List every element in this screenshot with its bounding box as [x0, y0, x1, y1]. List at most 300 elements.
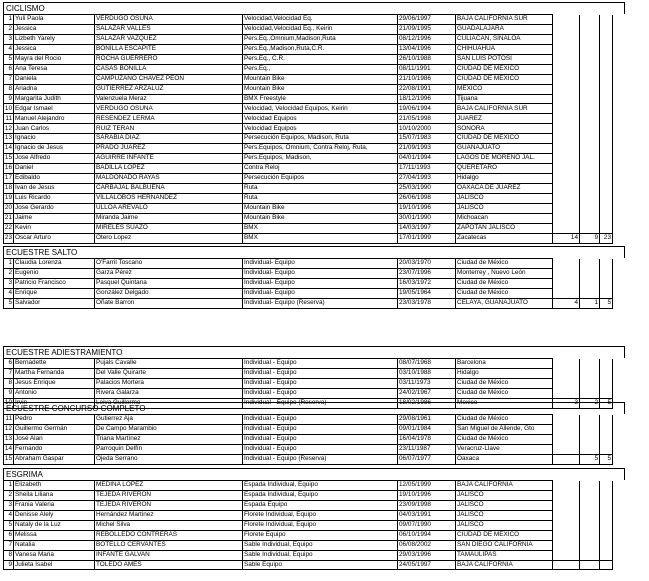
last-name: Hernández Martinez: [95, 510, 243, 520]
last-name: PRADO JUAREZ: [95, 144, 243, 154]
empty-cell: [580, 203, 600, 213]
events: Florete Individual, Equipo: [243, 520, 398, 530]
empty-cell: [553, 104, 580, 114]
last-name: TOLEDO AMES: [95, 560, 243, 570]
empty-cell: [600, 540, 613, 550]
empty-cell: [553, 154, 580, 164]
events: Individual- Equipo: [243, 268, 398, 278]
birthplace: LAGOS DE MORENO JAL.: [456, 154, 553, 164]
empty-cell: [553, 44, 580, 54]
birthplace: Tijuana: [456, 94, 553, 104]
events: Pers.Eq.,Omnium,Madison,Ruta: [243, 34, 398, 44]
birthplace: JALISCO: [456, 520, 553, 530]
roster-table: [3, 414, 626, 465]
last-name: Parroquin Delfín: [95, 444, 243, 454]
birth-date: 26/10/1988: [398, 54, 456, 64]
last-name: REBOLLEDO CONTRERAS: [95, 530, 243, 540]
empty-cell: [580, 268, 600, 278]
events: Pers.Equipos, Omnium, Contra Reloj, Ruta,: [243, 144, 398, 154]
events: Espada Individual, Equipo: [243, 481, 398, 491]
row-number: 6: [4, 64, 14, 74]
birthplace: Veracruz-Llave: [456, 444, 553, 454]
last-name: Miranda Jaime: [95, 213, 243, 223]
table-row: [4, 268, 626, 278]
empty-cell: [580, 359, 600, 369]
row-number: 8: [4, 378, 14, 388]
empty-cell: [553, 74, 580, 84]
birth-date: 27/04/1993: [398, 174, 456, 184]
table-row: [4, 278, 626, 288]
row-number: 2: [4, 268, 14, 278]
first-name: Daniel: [14, 164, 95, 174]
empty-cell: [600, 134, 613, 144]
empty-cell: [600, 144, 613, 154]
table-row: [4, 434, 626, 444]
row-number: 15: [4, 454, 14, 464]
empty-cell: [553, 288, 580, 298]
table-row: [4, 134, 626, 144]
events: Individual - Equipo: [243, 424, 398, 434]
last-name: RESENDEZ LERMA: [95, 114, 243, 124]
birthplace: CIUDAD DE MEXICO: [456, 74, 553, 84]
table-row: [4, 174, 626, 184]
birthplace: CHIHUAHUA: [456, 44, 553, 54]
events: Ruta: [243, 193, 398, 203]
last-name: CASAS BONILLA: [95, 64, 243, 74]
row-number: 14: [4, 144, 14, 154]
birth-date: 23/07/1996: [398, 268, 456, 278]
first-name: Abraham Gaspar: [14, 454, 95, 464]
events: Florete Individual, Equipo: [243, 510, 398, 520]
empty-cell: [553, 203, 580, 213]
events: Individual - Equipo: [243, 378, 398, 388]
empty-cell: [600, 74, 613, 84]
table-row: [4, 193, 626, 203]
birthplace: Mexico: [456, 398, 553, 408]
birth-date: 15/07/1983: [398, 134, 456, 144]
section-title: CICLISMO: [3, 2, 625, 14]
empty-cell: [600, 434, 613, 444]
last-name: Del Valle Quirarte: [95, 368, 243, 378]
last-name: Pujals Cavalle: [95, 359, 243, 369]
birthplace: BAJA CALIFORNIA: [456, 481, 553, 491]
events: Individual - Equipo: [243, 368, 398, 378]
empty-cell: [580, 183, 600, 193]
events: Mountain Bike: [243, 213, 398, 223]
birthplace: Hidalgo: [456, 368, 553, 378]
last-name: ULLOA AREVALO: [95, 203, 243, 213]
first-name: Fernando: [14, 444, 95, 454]
row-number: 1: [4, 259, 14, 269]
empty-cell: [600, 94, 613, 104]
empty-cell: [553, 415, 580, 425]
table-row: [4, 34, 626, 44]
birth-date: 23/11/1987: [398, 444, 456, 454]
first-name: Antonio: [14, 388, 95, 398]
empty-cell: [600, 368, 613, 378]
row-number: 8: [4, 84, 14, 94]
birth-date: 13/04/1996: [398, 44, 456, 54]
empty-cell: [600, 268, 613, 278]
empty-cell: [600, 183, 613, 193]
events: Persecución Equipos, Madison, Ruta: [243, 134, 398, 144]
empty-cell: [553, 213, 580, 223]
empty-cell: [553, 434, 580, 444]
section-title: ESGRIMA: [3, 468, 625, 480]
row-number: 7: [4, 368, 14, 378]
events: Individual - Equipo: [243, 359, 398, 369]
empty-cell: [553, 481, 580, 491]
events: Velocidad Equipos: [243, 114, 398, 124]
first-name: Ignacio de Jesus: [14, 144, 95, 154]
events: Mountain Bike: [243, 84, 398, 94]
section-title: ECUESTRE CONCURSO COMPLETO: [3, 402, 625, 414]
birthplace: BAJA CALIFORNIA: [456, 560, 553, 570]
birth-date: 06/07/1977: [398, 454, 456, 464]
first-name: Eugenio: [14, 268, 95, 278]
empty-cell: [553, 94, 580, 104]
table-row: [4, 233, 626, 243]
events: Individual - Equipo: [243, 415, 398, 425]
first-name: Denisse Alely: [14, 510, 95, 520]
empty-cell: [553, 359, 580, 369]
table-row: [4, 164, 626, 174]
empty-cell: [580, 278, 600, 288]
table-row: [4, 540, 626, 550]
empty-cell: [553, 124, 580, 134]
birth-date: 10/10/2000: [398, 124, 456, 134]
birthplace: MEXICO: [456, 84, 553, 94]
first-name: Ignacio: [14, 134, 95, 144]
birth-date: 19/10/1996: [398, 490, 456, 500]
table-row: [4, 74, 626, 84]
table-row: [4, 444, 626, 454]
empty-cell: [580, 259, 600, 269]
events: Individual - Equipo: [243, 434, 398, 444]
row-number: 12: [4, 124, 14, 134]
first-name: Natalia: [14, 540, 95, 550]
empty-cell: [600, 34, 613, 44]
row-number: 3: [4, 278, 14, 288]
birth-date: 16/03/1972: [398, 278, 456, 288]
row-number: 16: [4, 164, 14, 174]
first-name: Edgar Ismael: [14, 104, 95, 114]
empty-cell: [553, 268, 580, 278]
empty-cell: [600, 15, 613, 25]
empty-cell: [553, 490, 580, 500]
section-total: 23: [600, 233, 613, 243]
roster-table: [3, 258, 626, 309]
last-name: VERDUGO OSUNA: [95, 104, 243, 114]
empty-cell: [600, 164, 613, 174]
table-row: [4, 124, 626, 134]
birthplace: BAJA CALIFORNIA SUR: [456, 15, 553, 25]
empty-cell: [580, 520, 600, 530]
events: Velocidad,Velocidad Eq.: [243, 15, 398, 25]
events: Sable Individual, Equipo: [243, 550, 398, 560]
birth-date: 09/01/1984: [398, 424, 456, 434]
row-number: 10: [4, 398, 14, 408]
last-name: De Campo Marambio: [95, 424, 243, 434]
empty-cell: [580, 174, 600, 184]
empty-cell: [580, 530, 600, 540]
last-name: RUIZ TERAN: [95, 124, 243, 134]
table-row: [4, 560, 626, 570]
section-total: 5: [580, 454, 600, 464]
first-name: Daniela: [14, 74, 95, 84]
birth-date: 19/06/1994: [398, 104, 456, 114]
first-name: Manuel Alejandro: [14, 114, 95, 124]
empty-cell: [580, 94, 600, 104]
last-name: BADILLA LOPEZ: [95, 164, 243, 174]
events: BMX Freestyle: [243, 94, 398, 104]
events: Mountain Bike: [243, 74, 398, 84]
table-row: [4, 481, 626, 491]
section-esgrima: [3, 468, 625, 570]
empty-cell: [553, 540, 580, 550]
row-number: 8: [4, 550, 14, 560]
birth-date: 23/09/1998: [398, 500, 456, 510]
first-name: Ivan de Jesus: [14, 183, 95, 193]
empty-cell: [553, 550, 580, 560]
row-number: 3: [4, 34, 14, 44]
events: Individual - Equipo (Reserva): [243, 398, 398, 408]
birthplace: CIUDAD DE MEXICO: [456, 134, 553, 144]
table-row: [4, 213, 626, 223]
birth-date: 29/06/1997: [398, 15, 456, 25]
row-number: 4: [4, 510, 14, 520]
birthplace: Michoacan: [456, 213, 553, 223]
table-row: [4, 298, 626, 308]
empty-cell: [580, 34, 600, 44]
last-name: MEDINA LOPEZ: [95, 481, 243, 491]
last-name: Pasquel Quintana: [95, 278, 243, 288]
birthplace: Ciudad de México: [456, 415, 553, 425]
last-name: CAMPUZANO CHAVEZ PEON: [95, 74, 243, 84]
birthplace: Barcelona: [456, 359, 553, 369]
row-number: 12: [4, 424, 14, 434]
empty-cell: [600, 124, 613, 134]
last-name: SALAZAR VALLES: [95, 24, 243, 34]
birth-date: 20/03/1970: [398, 259, 456, 269]
birthplace: JUAREZ: [456, 114, 553, 124]
first-name: Ariadna: [14, 84, 95, 94]
birth-date: 03/10/1988: [398, 368, 456, 378]
row-number: 9: [4, 94, 14, 104]
first-name: Juan Carlos: [14, 124, 95, 134]
empty-cell: [553, 134, 580, 144]
section-ecuestre-adiestramiento: [3, 346, 625, 409]
empty-cell: [580, 114, 600, 124]
section-title: ECUESTRE SALTO: [3, 246, 625, 258]
first-name: Luis Ricardo: [14, 193, 95, 203]
empty-cell: [553, 223, 580, 233]
empty-cell: [580, 193, 600, 203]
birthplace: CIUDAD DE MEXICO: [456, 64, 553, 74]
events: Contra Reloj: [243, 164, 398, 174]
birth-date: 25/03/1990: [398, 183, 456, 193]
row-number: 22: [4, 223, 14, 233]
row-number: 13: [4, 434, 14, 444]
events: Sable Equipo: [243, 560, 398, 570]
birthplace: QUERETARO: [456, 164, 553, 174]
last-name: AGUIRRE INFANTE: [95, 154, 243, 164]
last-name: Michel Silva: [95, 520, 243, 530]
empty-cell: [553, 530, 580, 540]
events: Individual- Equipo: [243, 259, 398, 269]
empty-cell: [600, 500, 613, 510]
section-total: 2: [580, 398, 600, 408]
section-ecuestre-salto: [3, 246, 625, 309]
last-name: Ojeda Serrano: [95, 454, 243, 464]
section-title: ECUESTRE ADIESTRAMIENTO: [3, 346, 625, 358]
birthplace: Monterrey , Nuevo León: [456, 268, 553, 278]
birth-date: 24/05/1997: [398, 560, 456, 570]
birth-date: 17/11/1993: [398, 164, 456, 174]
birth-date: 09/07/1990: [398, 520, 456, 530]
first-name: Bernadette: [14, 359, 95, 369]
table-row: [4, 500, 626, 510]
last-name: ROCHA GUERRERO: [95, 54, 243, 64]
table-row: [4, 44, 626, 54]
empty-cell: [553, 15, 580, 25]
row-number: 7: [4, 74, 14, 84]
empty-cell: [553, 114, 580, 124]
last-name: Valenzuela Meraz: [95, 94, 243, 104]
birthplace: CELAYA, GUANAJUATO: [456, 298, 553, 308]
events: Espada Equipo: [243, 500, 398, 510]
birthplace: Ciudad de México: [456, 388, 553, 398]
empty-cell: [580, 164, 600, 174]
row-number: 17: [4, 174, 14, 184]
birthplace: GUANAJUATO: [456, 144, 553, 154]
empty-cell: [553, 54, 580, 64]
first-name: Ana Teresa: [14, 64, 95, 74]
last-name: Leiva Guillermo: [95, 398, 243, 408]
last-name: VILLALOBOS HERNANDEZ: [95, 193, 243, 203]
empty-cell: [553, 183, 580, 193]
row-number: 19: [4, 193, 14, 203]
events: Pers.Equipos, Madison,: [243, 154, 398, 164]
row-number: 21: [4, 213, 14, 223]
section-total: 5: [600, 298, 613, 308]
events: Pers.Eq.,: [243, 64, 398, 74]
empty-cell: [553, 560, 580, 570]
first-name: Guillermo Germán: [14, 424, 95, 434]
birth-date: 12/05/1999: [398, 481, 456, 491]
row-number: 11: [4, 415, 14, 425]
empty-cell: [553, 278, 580, 288]
birth-date: 19/05/1964: [398, 288, 456, 298]
empty-cell: [600, 510, 613, 520]
empty-cell: [553, 424, 580, 434]
section-total: 5: [600, 454, 613, 464]
last-name: VERDUGO OSUNA: [95, 15, 243, 25]
last-name: INFANTE GALVAN: [95, 550, 243, 560]
empty-cell: [580, 84, 600, 94]
birth-date: 23/03/1978: [398, 298, 456, 308]
table-row: [4, 530, 626, 540]
row-number: 1: [4, 481, 14, 491]
empty-cell: [580, 500, 600, 510]
events: Individual- Equipo: [243, 288, 398, 298]
empty-cell: [553, 520, 580, 530]
empty-cell: [600, 424, 613, 434]
first-name: Margarita Judith: [14, 94, 95, 104]
table-row: [4, 368, 626, 378]
events: Florete Equipo: [243, 530, 398, 540]
row-number: 4: [4, 288, 14, 298]
last-name: GUTIERREZ ARZALUZ: [95, 84, 243, 94]
first-name: Jose Alfredo: [14, 154, 95, 164]
last-name: González Delgado: [95, 288, 243, 298]
empty-cell: [600, 223, 613, 233]
last-name: MIRELES SUAZO: [95, 223, 243, 233]
last-name: Garza Pérez: [95, 268, 243, 278]
last-name: CARBAJAL BALBUENA: [95, 183, 243, 193]
empty-cell: [600, 203, 613, 213]
empty-cell: [600, 64, 613, 74]
empty-cell: [600, 378, 613, 388]
events: Individual - Equipo: [243, 444, 398, 454]
birth-date: 24/02/1967: [398, 388, 456, 398]
row-number: 3: [4, 500, 14, 510]
empty-cell: [580, 481, 600, 491]
empty-cell: [580, 104, 600, 114]
birthplace: CIUDAD DE MEXICO: [456, 530, 553, 540]
birth-date: 21/05/1998: [398, 114, 456, 124]
table-row: [4, 64, 626, 74]
empty-cell: [580, 44, 600, 54]
table-row: [4, 359, 626, 369]
events: Velocidad,Velocidad Eq., Keirin: [243, 24, 398, 34]
empty-cell: [580, 134, 600, 144]
empty-cell: [580, 223, 600, 233]
events: BMX: [243, 223, 398, 233]
empty-cell: [553, 24, 580, 34]
first-name: Vanesa Maria: [14, 550, 95, 560]
empty-cell: [600, 114, 613, 124]
empty-cell: [553, 500, 580, 510]
empty-cell: [600, 550, 613, 560]
birth-date: 17/01/1999: [398, 233, 456, 243]
row-number: 13: [4, 134, 14, 144]
birthplace: SAN LUIS POTOSI: [456, 54, 553, 64]
table-row: [4, 550, 626, 560]
row-number: 6: [4, 530, 14, 540]
events: Individual - Equipo (Reserva): [243, 454, 398, 464]
first-name: Elizabeth: [14, 481, 95, 491]
last-name: MALDONADO RAYAS: [95, 174, 243, 184]
first-name: Frania Valeria: [14, 500, 95, 510]
empty-cell: [600, 481, 613, 491]
row-number: 9: [4, 388, 14, 398]
events: Espada Individual, Equipo: [243, 490, 398, 500]
last-name: TEJEDA RIVERON: [95, 490, 243, 500]
first-name: Melissa: [14, 530, 95, 540]
empty-cell: [580, 64, 600, 74]
table-row: [4, 104, 626, 114]
empty-cell: [600, 530, 613, 540]
table-row: [4, 54, 626, 64]
empty-cell: [553, 259, 580, 269]
first-name: Enrique: [14, 288, 95, 298]
birth-date: 06/10/1994: [398, 530, 456, 540]
events: Ruta: [243, 183, 398, 193]
section-total: [553, 454, 580, 464]
empty-cell: [553, 388, 580, 398]
birth-date: 08/11/1991: [398, 64, 456, 74]
